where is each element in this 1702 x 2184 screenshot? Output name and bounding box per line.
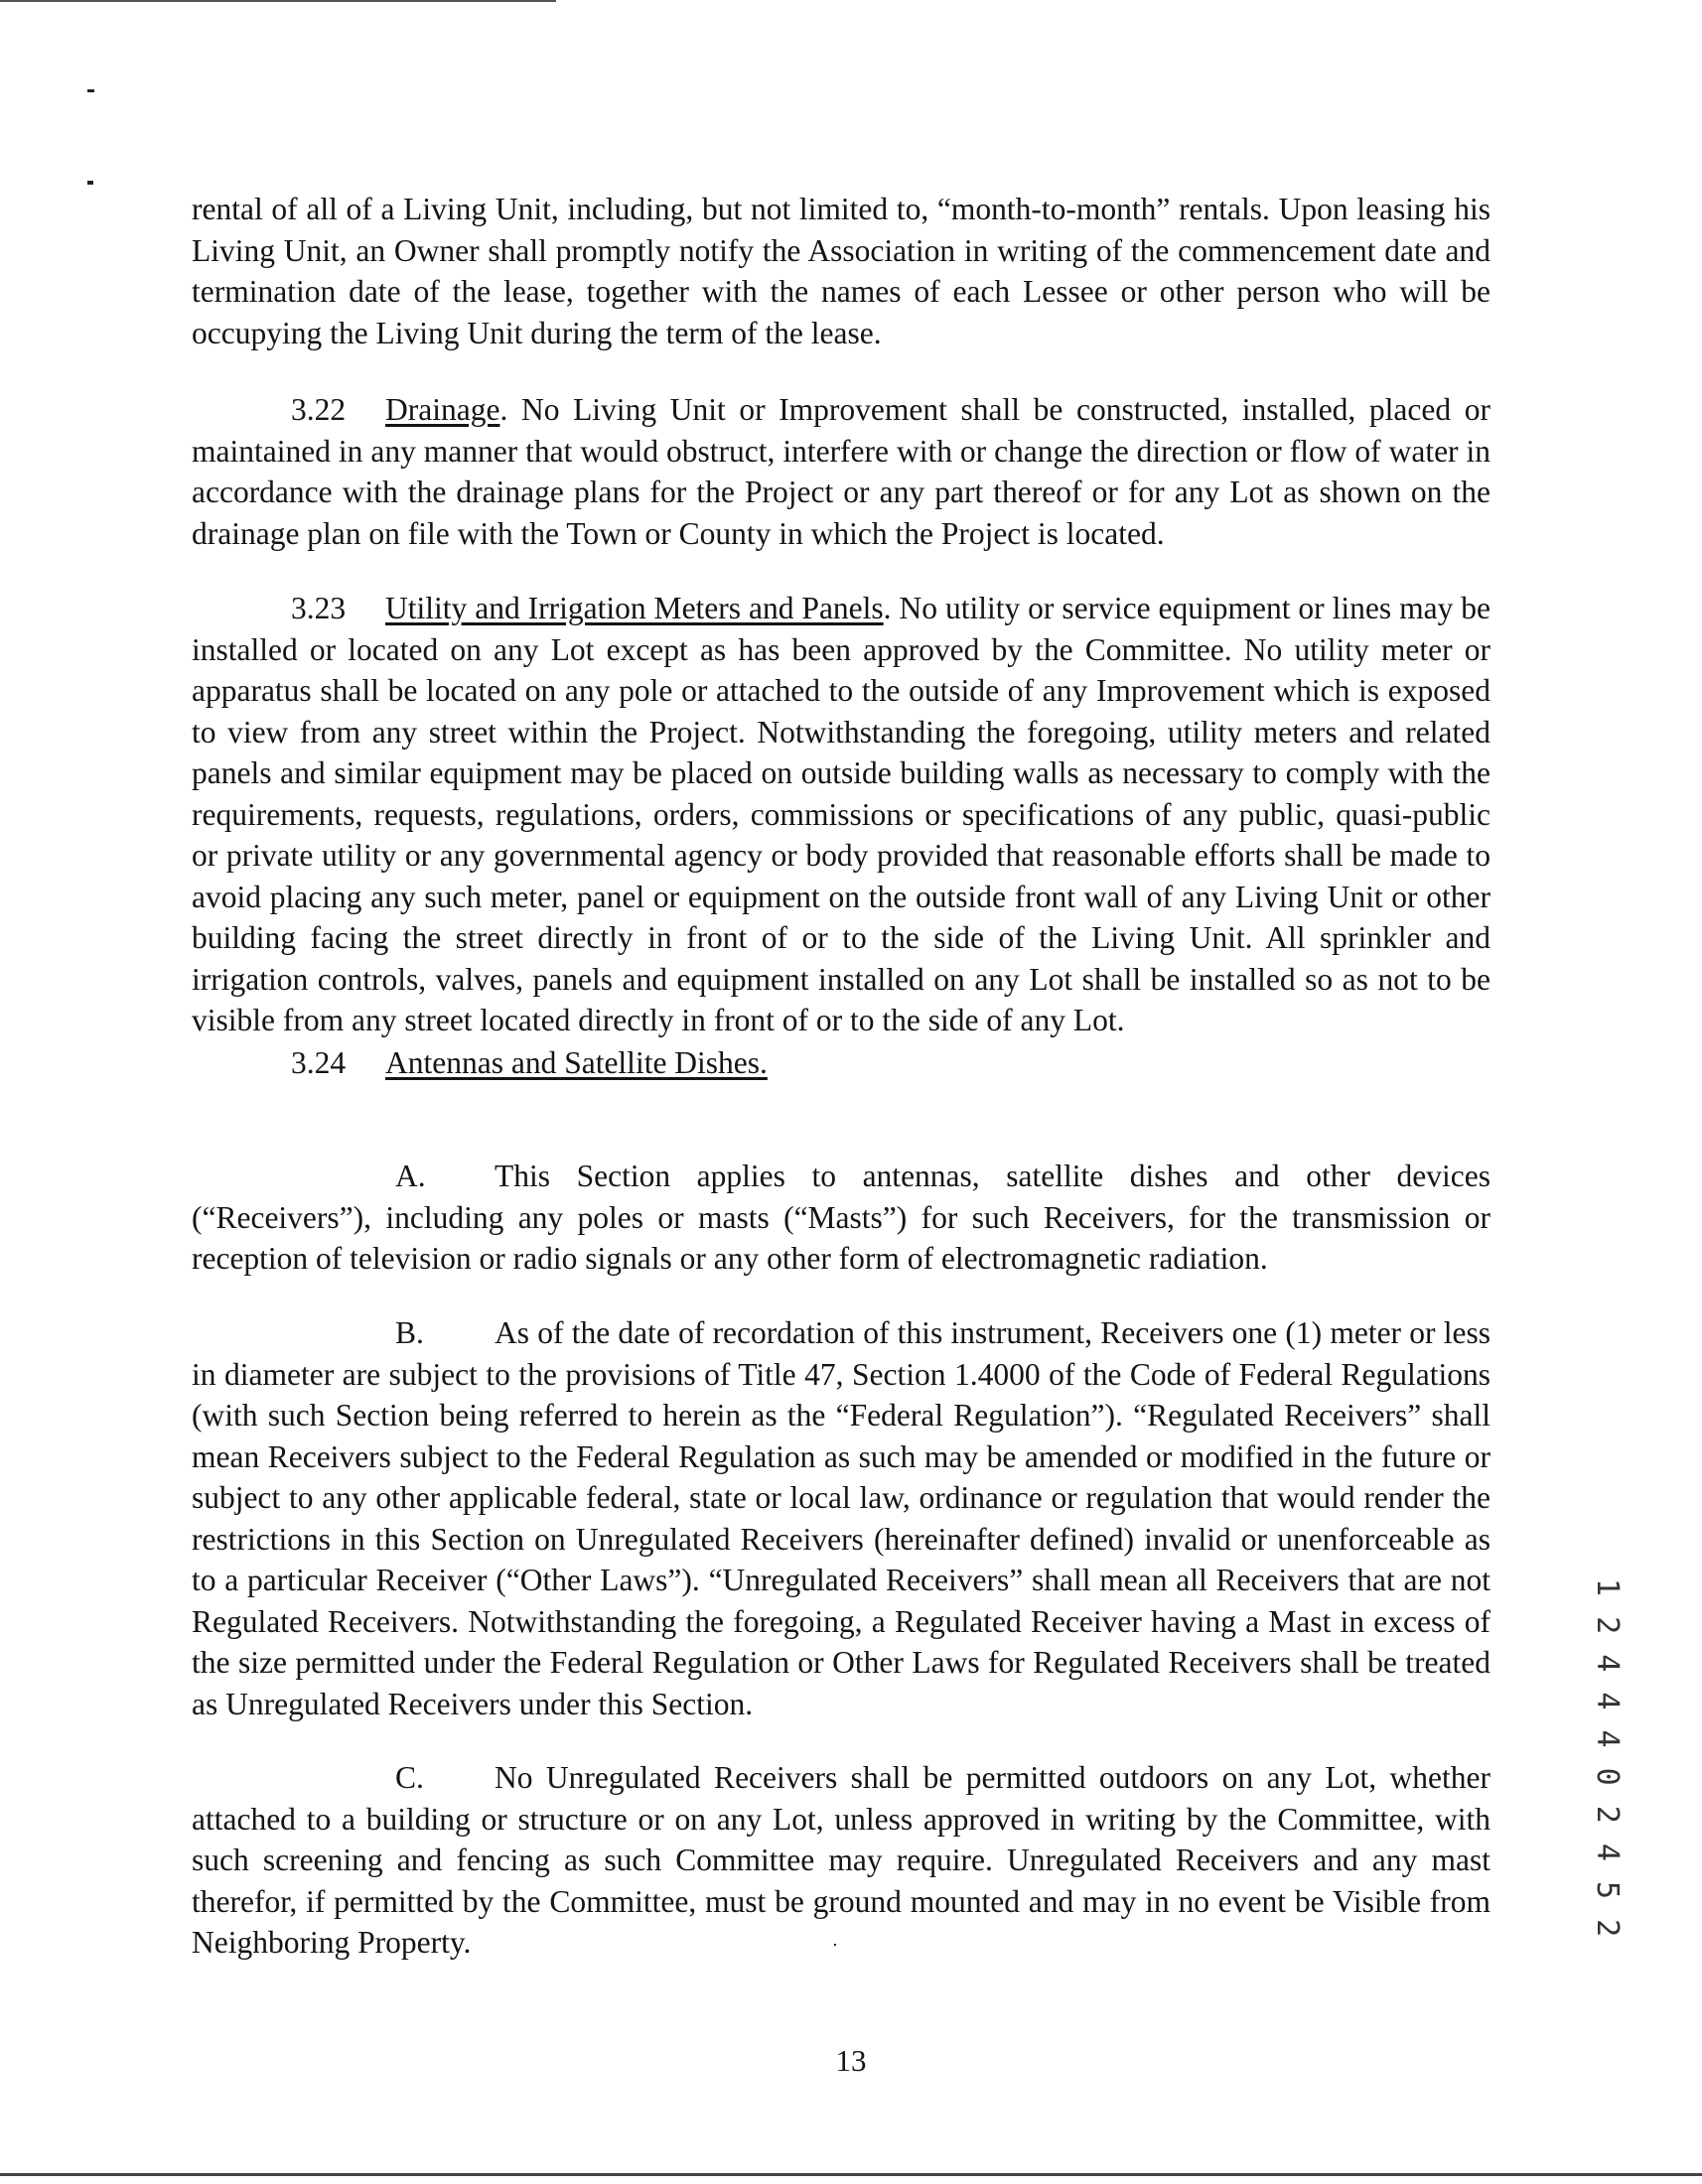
subsection-text: No Unregulated Receivers shall be permitted outdoors on any Lot, whether attached to a building or structure or on any Lot, unless approved in writing by the Committee, with such screening and fencing as such Committee may require. Unregulated Receivers and any mast therefor, if permitted by the Committee, must be ground mounted and may in no event be Visible from Neighboring Property. xyxy=(192,1760,1490,1960)
section-number: 3.22 xyxy=(291,392,347,427)
section-number: 3.24 xyxy=(291,1045,347,1080)
subsection-letter: B. xyxy=(395,1315,424,1350)
scan-speck xyxy=(87,181,93,185)
scan-bottom-rule xyxy=(0,2173,1702,2176)
section-3-24-heading xyxy=(192,1042,1490,1084)
subsection-c xyxy=(192,1757,1490,1964)
section-number: 3.23 xyxy=(291,591,347,625)
subsection-letter: C. xyxy=(395,1760,424,1795)
section-3-23 xyxy=(192,588,1490,1041)
subsection-text: As of the date of recordation of this instrument, Receivers one (1) meter or less in diameter are subject to the provisions of Title 47, Section 1.4000 of the Code of Federal Regulations (with such Section being referred to herein as the “Federal Regulation”). “Regulated Receivers” shall mean Receivers subject to the Federal Regulation as such may be amended or modified in the future or subject to any other applicable federal, state or local law, ordinance or regulation that would render the restrictions in this Section on Unregulated Receivers (hereinafter defined) invalid or unenforceable as to a particular Receiver (“Other Laws”). “Unregulated Receivers” shall mean all Receivers that are not Regulated Receivers. Notwithstanding the foregoing, a Regulated Receiver having a Mast in excess of the size permitted under the Federal Regulation or Other Laws for Regulated Receivers shall be treated as Unregulated Receivers under this Section. xyxy=(192,1315,1490,1721)
margin-recording-stamp: 1 2 4 4 4 0 2 4 5 2 xyxy=(1590,1578,1625,1939)
scan-speck xyxy=(87,89,94,92)
section-3-22 xyxy=(192,389,1490,554)
scan-top-rule xyxy=(0,0,556,2)
subsection-letter: A. xyxy=(395,1159,426,1193)
section-text: . No utility or service equipment or lines may be installed or located on any Lot except as has been approved by the Committee. No utility meter or apparatus shall be located on any pole or attached to the outside of any Improvement which is exposed to view from any street within the Project. Notwithstanding the foregoing, utility meters and related panels and similar equipment may be placed on outside building walls as necessary to comply with the requirements, requests, regulations, orders, commissions or specifications of any public, quasi-public or private utility or any governmental agency or body provided that reasonable efforts shall be made to avoid placing any such meter, panel or equipment on the outside front wall of any Living Unit or other building facing the street directly in front of or to the side of the Living Unit. All sprinkler and irrigation controls, valves, panels and equipment installed on any Lot shall be installed so as not to be visible from any street located directly in front of or to the side of any Lot. xyxy=(192,591,1490,1037)
subsection-text: This Section applies to antennas, satellite dishes and other devices (“Receivers”), including any poles or masts (“Masts”) for such Receivers, for the transmission or reception of television or radio signals or any other form of electromagnetic radiation. xyxy=(192,1159,1490,1276)
page-number: 13 xyxy=(835,2043,867,2078)
section-heading: Drainage xyxy=(385,392,500,427)
subsection-a xyxy=(192,1156,1490,1280)
continuation-paragraph xyxy=(192,189,1490,353)
continuation-text: rental of all of a Living Unit, including, but not limited to, “month-to-month” rentals. Upon leasing his Living Unit, an Owner shall promptly notify the Association in writing of the commencement date and termination date of the lease, together with the names of each Lessee or other person who will be occupying the Living Unit during the term of the lease. xyxy=(192,192,1490,350)
section-text: . No Living Unit or Improvement shall be constructed, installed, placed or maintained in any manner that would obstruct, interfere with or change the direction or flow of water in accordance with the drainage plans for the Project or any part thereof or for any Lot as shown on the drainage plan on file with the Town or County in which the Project is located. xyxy=(192,392,1490,551)
subsection-b xyxy=(192,1312,1490,1724)
section-heading: Antennas and Satellite Dishes. xyxy=(385,1045,768,1080)
section-heading: Utility and Irrigation Meters and Panels xyxy=(385,591,884,625)
